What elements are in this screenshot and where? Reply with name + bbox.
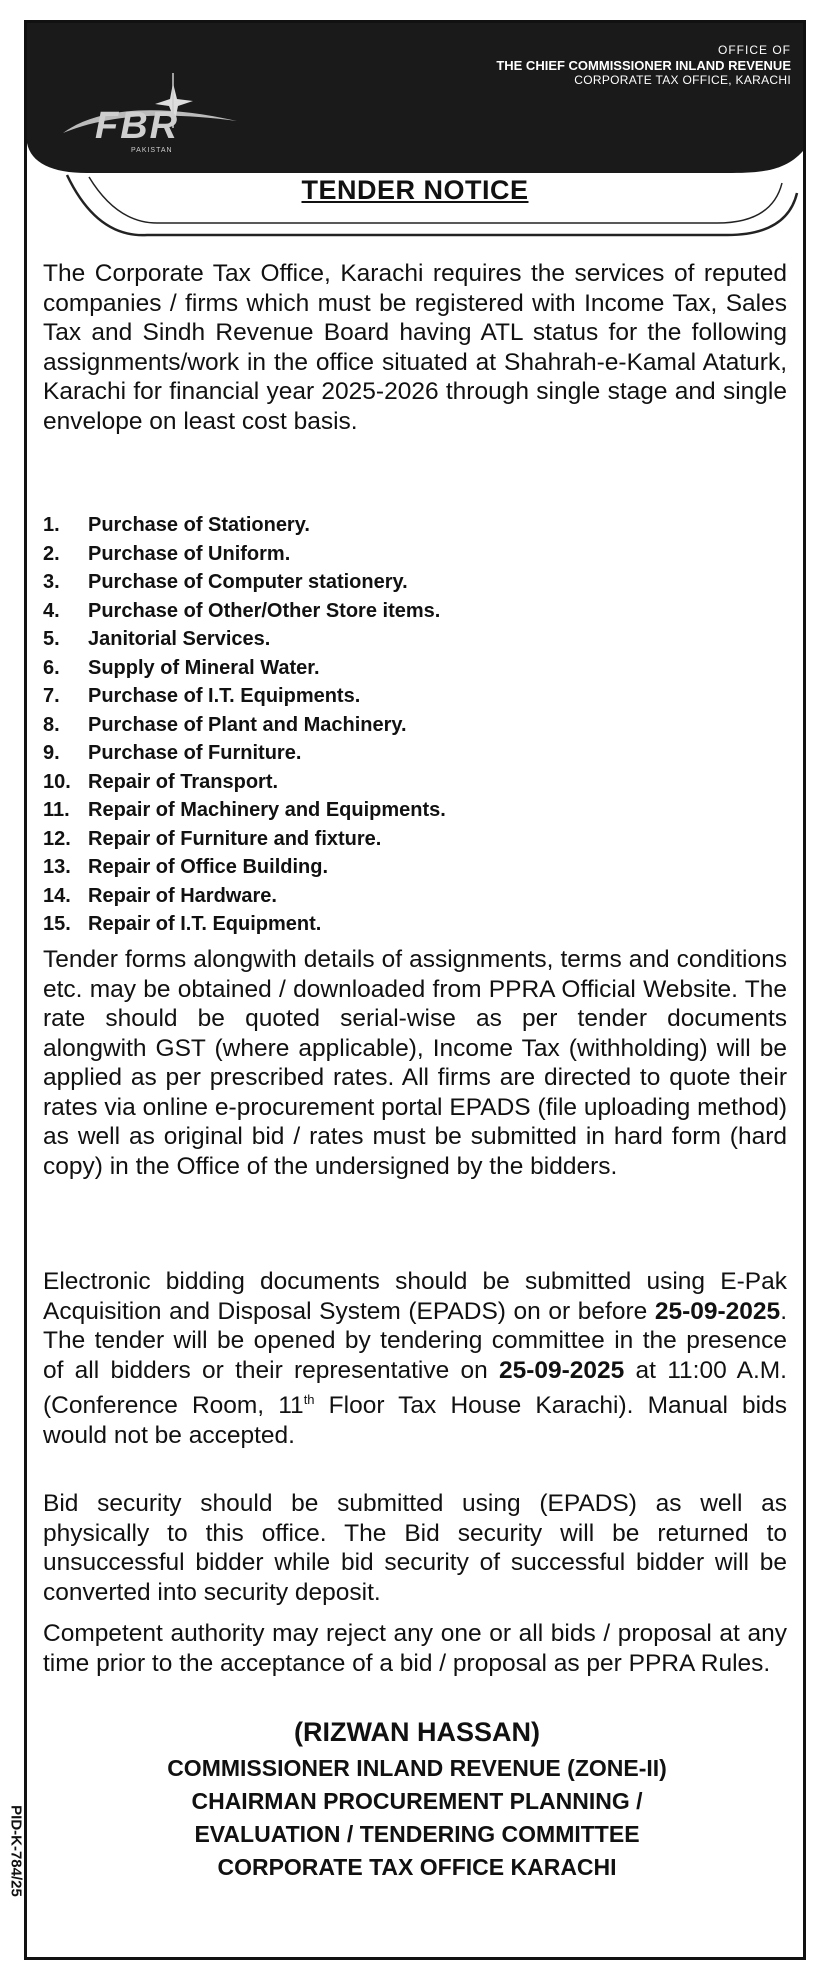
list-item-number: 15. <box>43 913 71 935</box>
list-item-number: 11. <box>43 799 70 821</box>
intro-paragraph: The Corporate Tax Office, Karachi requires the services of reputed companies / firms which must be registered with Income Tax, Sales Tax and Sindh Revenue Board having ATL status for the following assignments/work in the office situated at Shahrah-e-Kamal Ataturk, Karachi for financial year 2025-2026 through single stage and single envelope on least cost basis. <box>43 260 787 435</box>
submission-date: 25-09-2025 <box>654 1297 781 1325</box>
list-item <box>43 739 787 768</box>
list-item-number: 7. <box>43 685 60 707</box>
list-item <box>43 654 787 683</box>
electronic-bidding-paragraph <box>43 1267 787 1450</box>
list-item-text: Repair of I.T. Equipment. <box>88 913 322 935</box>
opening-date: 25-09-2025 <box>498 1356 625 1384</box>
pid-reference <box>0 1746 36 1956</box>
list-item-number: 10. <box>43 770 71 793</box>
list-item <box>43 511 787 540</box>
list-item-text: Purchase of Furniture. <box>88 742 302 764</box>
list-item-number: 1. <box>43 514 60 536</box>
list-item-number: 12. <box>43 827 71 850</box>
page-title: TENDER NOTICE <box>301 175 529 205</box>
signatory-designation-4: CORPORATE TAX OFFICE KARACHI <box>217 1854 617 1880</box>
list-item-number: 2. <box>43 542 60 565</box>
bidding-text-3: at 11:00 A.M. (Conference Room, 11 <box>43 1356 787 1420</box>
tender-notice-frame <box>24 20 806 1960</box>
bidding-text-2: . The tender will be opened by tendering committee in the presence of all bidders or their representative on <box>43 1297 787 1384</box>
bidding-text-4: Floor Tax House Karachi). Manual bids would not be accepted. <box>43 1392 787 1449</box>
signatory-designation-1: COMMISSIONER INLAND REVENUE (ZONE-II) <box>167 1755 667 1781</box>
list-item <box>43 910 787 939</box>
office-line-3: CORPORATE TAX OFFICE, KARACHI <box>574 73 791 87</box>
list-item-text: Purchase of Computer stationery. <box>88 571 408 593</box>
list-item-text: Repair of Office Building. <box>88 856 329 878</box>
office-heading <box>496 43 791 88</box>
list-item-text: Janitorial Services. <box>88 628 271 650</box>
list-item-number: 9. <box>43 742 60 764</box>
list-item-text: Purchase of Plant and Machinery. <box>88 713 407 736</box>
list-item-number: 13. <box>43 856 71 878</box>
list-item-text: Purchase of Uniform. <box>88 542 291 565</box>
fbr-logo-subtext: PAKISTAN <box>131 147 173 154</box>
list-item <box>43 625 787 654</box>
list-item-text: Purchase of Stationery. <box>88 514 310 536</box>
list-item <box>43 568 787 597</box>
office-line-1: OFFICE OF <box>718 43 791 57</box>
list-item-text: Purchase of I.T. Equipments. <box>88 685 361 707</box>
signatory-designation-3: EVALUATION / TENDERING COMMITTEE <box>194 1821 640 1847</box>
list-item-text: Repair of Transport. <box>88 770 279 793</box>
list-item-text: Repair of Hardware. <box>88 884 277 907</box>
list-item <box>43 882 787 911</box>
list-item-number: 6. <box>43 656 60 679</box>
list-item <box>43 711 787 740</box>
list-item <box>43 540 787 569</box>
list-item-number: 5. <box>43 628 60 650</box>
list-item-number: 4. <box>43 599 60 622</box>
fbr-logo-text: FBR <box>95 105 180 147</box>
list-item <box>43 825 787 854</box>
pid-text: PID-K-784/25 <box>7 1805 25 1897</box>
assignments-list <box>43 511 787 939</box>
list-item <box>43 682 787 711</box>
list-item-number: 8. <box>43 713 60 736</box>
header-banner <box>27 23 803 243</box>
list-item-text: Repair of Furniture and fixture. <box>88 827 382 850</box>
competent-authority-paragraph: Competent authority may reject any one or all bids / proposal at any time prior to the acceptance of a bid / proposal as per PPRA Rules. <box>43 1620 787 1677</box>
list-item-text: Purchase of Other/Other Store items. <box>88 599 441 622</box>
ordinal-suffix: th <box>303 1392 315 1407</box>
list-item <box>43 768 787 797</box>
tender-forms-paragraph: Tender forms alongwith details of assignments, terms and conditions etc. may be obtained / downloaded from PPRA Official Website. The rate should be quoted serial-wise as per tender documents alongwith GST (where applicable), Income Tax (withholding) will be applied as per prescribed rates. All firms are directed to quote their rates via online e-procurement portal EPADS (file uploading method) as well as original bid / rates must be submitted in hard form (hard copy) in the Office of the undersigned by the bidders. <box>43 946 787 1180</box>
list-item-number: 3. <box>43 571 60 593</box>
list-item-text: Repair of Machinery and Equipments. <box>88 799 446 821</box>
bid-security-paragraph: Bid security should be submitted using (EPADS) as well as physically to this office. The Bid security will be returned to unsuccessful bidder while bid security of successful bidder will be converted into security deposit. <box>43 1490 787 1606</box>
bidding-text-1: Electronic bidding documents should be submitted using E-Pak Acquisition and Disposal System (EPADS) on or before <box>43 1268 787 1325</box>
list-item-number: 14. <box>43 884 71 907</box>
list-item <box>43 796 787 825</box>
list-item <box>43 853 787 882</box>
office-line-2: THE CHIEF COMMISSIONER INLAND REVENUE <box>496 58 791 73</box>
list-item-text: Supply of Mineral Water. <box>88 656 320 679</box>
list-item <box>43 597 787 626</box>
signatory-name: (RIZWAN HASSAN) <box>294 1717 540 1747</box>
signatory-designation-2: CHAIRMAN PROCUREMENT PLANNING / <box>191 1788 643 1814</box>
